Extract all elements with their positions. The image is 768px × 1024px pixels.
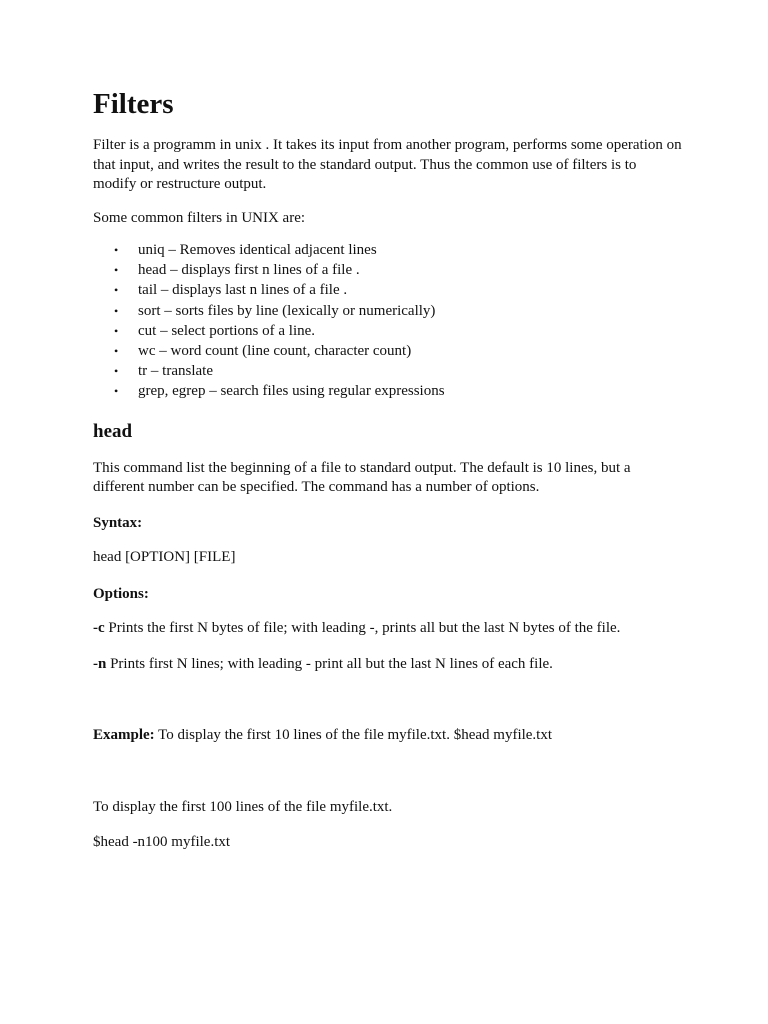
list-item-text: cut – select portions of a line.	[138, 322, 316, 339]
list-item	[114, 381, 683, 401]
bullet-icon: •	[114, 364, 119, 379]
list-item-text: sort – sorts files by line (lexically or numerically)	[138, 302, 436, 319]
syntax-line: head [OPTION] [FILE]	[93, 549, 236, 566]
list-item-text: tail – displays last n lines of a file .	[138, 282, 348, 299]
list-item-text: grep, egrep – search files using regular expressions	[138, 383, 445, 400]
option-flag: -c	[93, 620, 105, 637]
bullet-icon: •	[114, 263, 119, 278]
example-line	[93, 726, 683, 746]
spacer	[93, 746, 683, 798]
bullet-icon: •	[114, 283, 119, 298]
head-section-heading: head	[93, 420, 133, 442]
option-c	[93, 619, 683, 639]
bullet-icon: •	[114, 384, 119, 399]
example-label: Example:	[93, 727, 155, 744]
bullet-icon: •	[114, 303, 119, 318]
example2-command: $head -n100 myfile.txt	[93, 834, 231, 851]
options-label: Options:	[93, 585, 149, 602]
list-item	[114, 301, 683, 321]
option-n	[93, 655, 683, 675]
bullet-icon: •	[114, 243, 119, 257]
document-title: Filters	[93, 88, 174, 120]
example2-text: To display the first 100 lines of the file myfile.txt.	[93, 798, 393, 815]
document-content	[93, 86, 683, 853]
list-item	[114, 280, 683, 300]
list-item-text: uniq – Removes identical adjacent lines	[138, 242, 377, 258]
list-item	[114, 361, 683, 381]
filters-list-lead: Some common filters in UNIX are:	[93, 209, 306, 226]
example-text: To display the first 10 lines of the file myfile.txt. $head myfile.txt	[154, 727, 553, 744]
intro-paragraph: Filter is a programm in unix . It takes its input from another program, performs some operation on that input, and writes the result to the standard output. Thus the common use of filters is to modify or restructure output.	[93, 137, 682, 192]
syntax-label: Syntax:	[93, 514, 143, 531]
list-item	[114, 341, 683, 361]
filters-list	[93, 240, 683, 402]
option-text: Prints first N lines; with leading - print all but the last N lines of each file.	[106, 655, 553, 672]
list-item-text: head – displays first n lines of a file .	[138, 262, 360, 279]
list-item	[114, 321, 683, 341]
option-text: Prints the first N bytes of file; with leading -, prints all but the last N bytes of the file.	[104, 620, 621, 637]
list-item	[114, 240, 683, 260]
option-flag: -n	[93, 655, 107, 672]
bullet-icon: •	[114, 323, 119, 338]
spacer	[93, 690, 683, 726]
list-item-text: wc – word count (line count, character count)	[138, 343, 412, 360]
list-item	[114, 260, 683, 280]
head-description: This command list the beginning of a file to standard output. The default is 10 lines, but a different number can be specified. The command has a number of options.	[93, 459, 631, 496]
list-item-text: tr – translate	[138, 363, 213, 380]
bullet-icon: •	[114, 344, 119, 359]
